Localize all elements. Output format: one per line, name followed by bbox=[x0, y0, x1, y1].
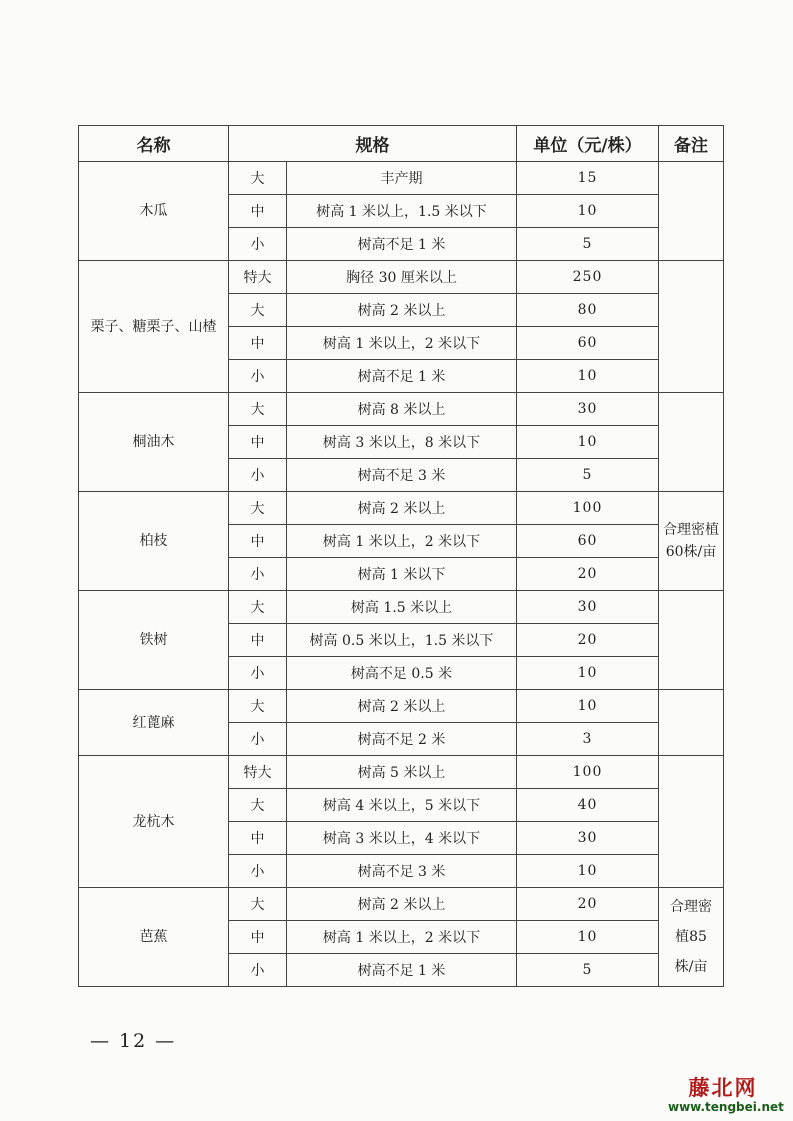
table-row bbox=[79, 756, 724, 789]
size-cell: 小 bbox=[229, 855, 287, 888]
spec-cell: 树高 1 米以上，2 米以下 bbox=[287, 921, 517, 954]
unit-cell: 10 bbox=[517, 195, 659, 228]
header-name: 名称 bbox=[79, 126, 229, 162]
size-cell: 小 bbox=[229, 723, 287, 756]
size-cell: 大 bbox=[229, 294, 287, 327]
page-number: — 12 — bbox=[90, 1030, 177, 1052]
note-cell bbox=[659, 690, 724, 756]
unit-cell: 10 bbox=[517, 657, 659, 690]
unit-cell: 250 bbox=[517, 261, 659, 294]
note-cell bbox=[659, 591, 724, 690]
size-cell: 大 bbox=[229, 492, 287, 525]
table-row bbox=[79, 393, 724, 426]
spec-cell: 树高 1 米以上，2 米以下 bbox=[287, 525, 517, 558]
size-cell: 小 bbox=[229, 459, 287, 492]
spec-cell: 树高不足 0.5 米 bbox=[287, 657, 517, 690]
unit-cell: 20 bbox=[517, 558, 659, 591]
watermark-url: www.tengbei.net bbox=[668, 1100, 784, 1114]
unit-cell: 60 bbox=[517, 327, 659, 360]
spec-cell: 树高 2 米以上 bbox=[287, 492, 517, 525]
unit-cell: 10 bbox=[517, 426, 659, 459]
spec-cell: 树高 3 米以上，4 米以下 bbox=[287, 822, 517, 855]
spec-cell: 树高 1 米以上，2 米以下 bbox=[287, 327, 517, 360]
size-cell: 大 bbox=[229, 162, 287, 195]
size-cell: 大 bbox=[229, 789, 287, 822]
note-cell bbox=[659, 162, 724, 261]
unit-cell: 3 bbox=[517, 723, 659, 756]
size-cell: 中 bbox=[229, 822, 287, 855]
item-name: 芭蕉 bbox=[79, 888, 229, 987]
unit-cell: 60 bbox=[517, 525, 659, 558]
spec-cell: 树高不足 1 米 bbox=[287, 954, 517, 987]
header-spec: 规格 bbox=[229, 126, 517, 162]
unit-cell: 40 bbox=[517, 789, 659, 822]
header-unit: 单位（元/株） bbox=[517, 126, 659, 162]
table-row bbox=[79, 888, 724, 921]
unit-cell: 80 bbox=[517, 294, 659, 327]
size-cell: 大 bbox=[229, 888, 287, 921]
unit-cell: 5 bbox=[517, 954, 659, 987]
size-cell: 中 bbox=[229, 327, 287, 360]
table-row bbox=[79, 261, 724, 294]
unit-cell: 15 bbox=[517, 162, 659, 195]
spec-cell: 树高不足 3 米 bbox=[287, 855, 517, 888]
spec-cell: 树高 8 米以上 bbox=[287, 393, 517, 426]
unit-cell: 30 bbox=[517, 822, 659, 855]
spec-cell: 树高不足 3 米 bbox=[287, 459, 517, 492]
size-cell: 特大 bbox=[229, 756, 287, 789]
size-cell: 中 bbox=[229, 195, 287, 228]
unit-cell: 10 bbox=[517, 690, 659, 723]
unit-cell: 10 bbox=[517, 921, 659, 954]
size-cell: 大 bbox=[229, 690, 287, 723]
spec-cell: 树高不足 2 米 bbox=[287, 723, 517, 756]
item-name: 龙杭木 bbox=[79, 756, 229, 888]
table-row bbox=[79, 492, 724, 525]
spec-cell: 树高 2 米以上 bbox=[287, 888, 517, 921]
note-cell: 合理密植85株/亩 bbox=[659, 888, 724, 987]
spec-cell: 树高 2 米以上 bbox=[287, 294, 517, 327]
table-row bbox=[79, 690, 724, 723]
item-name: 桐油木 bbox=[79, 393, 229, 492]
table-row bbox=[79, 591, 724, 624]
item-name: 栗子、糖栗子、山楂 bbox=[79, 261, 229, 393]
spec-cell: 树高 1 米以上，1.5 米以下 bbox=[287, 195, 517, 228]
spec-cell: 树高 0.5 米以上，1.5 米以下 bbox=[287, 624, 517, 657]
spec-cell: 树高 4 米以上，5 米以下 bbox=[287, 789, 517, 822]
size-cell: 小 bbox=[229, 360, 287, 393]
spec-cell: 树高 1 米以下 bbox=[287, 558, 517, 591]
size-cell: 小 bbox=[229, 228, 287, 261]
unit-cell: 20 bbox=[517, 624, 659, 657]
unit-cell: 30 bbox=[517, 393, 659, 426]
unit-cell: 100 bbox=[517, 756, 659, 789]
size-cell: 小 bbox=[229, 954, 287, 987]
spec-cell: 树高不足 1 米 bbox=[287, 228, 517, 261]
note-cell: 合理密植60株/亩 bbox=[659, 492, 724, 591]
spec-cell: 树高不足 1 米 bbox=[287, 360, 517, 393]
size-cell: 小 bbox=[229, 558, 287, 591]
size-cell: 大 bbox=[229, 591, 287, 624]
unit-cell: 10 bbox=[517, 360, 659, 393]
unit-cell: 30 bbox=[517, 591, 659, 624]
note-cell bbox=[659, 756, 724, 888]
unit-cell: 5 bbox=[517, 459, 659, 492]
spec-cell: 丰产期 bbox=[287, 162, 517, 195]
watermark bbox=[668, 1072, 784, 1114]
unit-cell: 5 bbox=[517, 228, 659, 261]
unit-cell: 100 bbox=[517, 492, 659, 525]
spec-cell: 树高 2 米以上 bbox=[287, 690, 517, 723]
size-cell: 小 bbox=[229, 657, 287, 690]
unit-cell: 10 bbox=[517, 855, 659, 888]
table-row bbox=[79, 162, 724, 195]
watermark-logo: 藤北网 bbox=[688, 1075, 758, 1100]
item-name: 木瓜 bbox=[79, 162, 229, 261]
size-cell: 中 bbox=[229, 426, 287, 459]
size-cell: 中 bbox=[229, 921, 287, 954]
size-cell: 中 bbox=[229, 525, 287, 558]
table-header-row bbox=[79, 126, 724, 162]
note-cell bbox=[659, 393, 724, 492]
size-cell: 特大 bbox=[229, 261, 287, 294]
spec-cell: 树高 5 米以上 bbox=[287, 756, 517, 789]
header-note: 备注 bbox=[659, 126, 724, 162]
spec-cell: 树高 1.5 米以上 bbox=[287, 591, 517, 624]
size-cell: 大 bbox=[229, 393, 287, 426]
size-cell: 中 bbox=[229, 624, 287, 657]
unit-cell: 20 bbox=[517, 888, 659, 921]
note-cell bbox=[659, 261, 724, 393]
spec-cell: 胸径 30 厘米以上 bbox=[287, 261, 517, 294]
item-name: 柏枝 bbox=[79, 492, 229, 591]
table-body bbox=[79, 162, 724, 987]
item-name: 铁树 bbox=[79, 591, 229, 690]
compensation-table bbox=[78, 125, 724, 987]
spec-cell: 树高 3 米以上，8 米以下 bbox=[287, 426, 517, 459]
item-name: 红蓖麻 bbox=[79, 690, 229, 756]
